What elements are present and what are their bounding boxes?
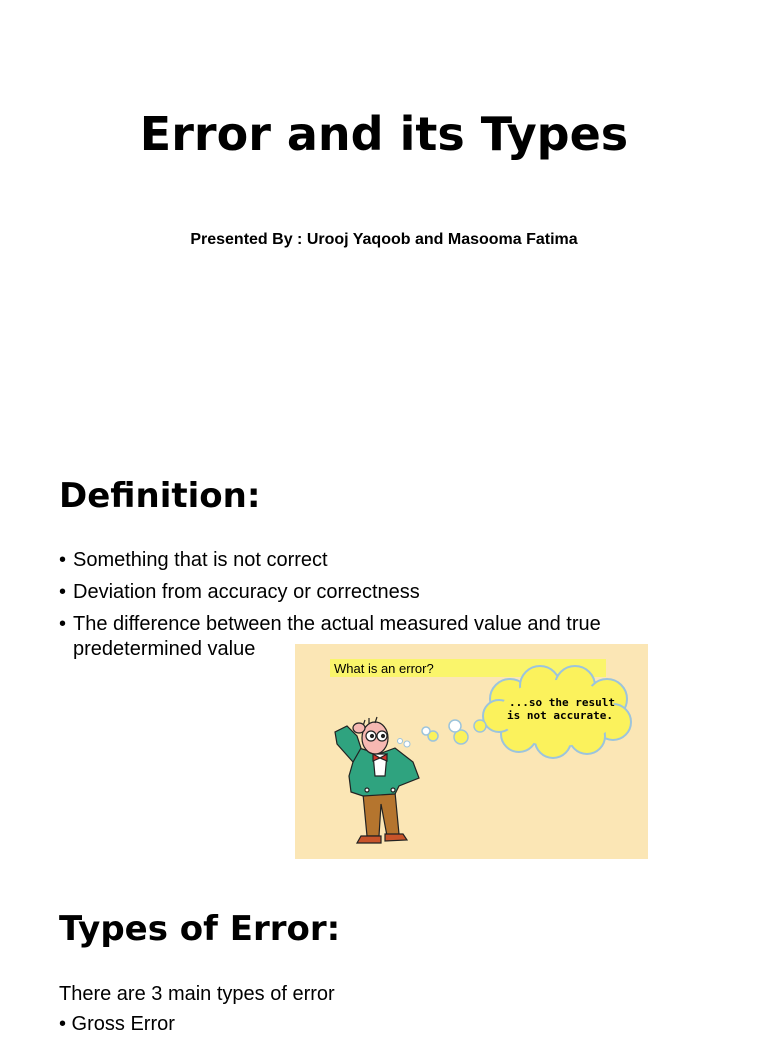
small-bubble (422, 727, 430, 735)
definition-bullet: • The difference between the actual measured value and true predetermined value (59, 612, 659, 662)
definition-bullet: • Something that is not correct (59, 548, 659, 573)
small-bubble (449, 720, 461, 732)
types-intro-text: There are 3 main types of error (59, 983, 335, 1005)
definition-bullet: • Deviation from accuracy or correctness (59, 580, 659, 605)
small-bubble (474, 720, 486, 732)
small-bubble (398, 739, 403, 744)
thought-text-line1: ...so the result (509, 696, 615, 709)
definition-heading: Definition: (59, 476, 261, 516)
slide-title: Error and its Types (139, 107, 629, 161)
presenters-subtitle: Presented By : Urooj Yaqoob and Masooma Fatima (190, 231, 578, 248)
question-text: What is an error? (334, 661, 434, 676)
thought-text-line2: is not accurate. (507, 709, 613, 722)
types-first-item-partial: • Gross Error (59, 1013, 175, 1035)
confused-man-illustration (295, 644, 648, 859)
types-heading: Types of Error: (59, 909, 341, 949)
small-bubble (404, 741, 410, 747)
